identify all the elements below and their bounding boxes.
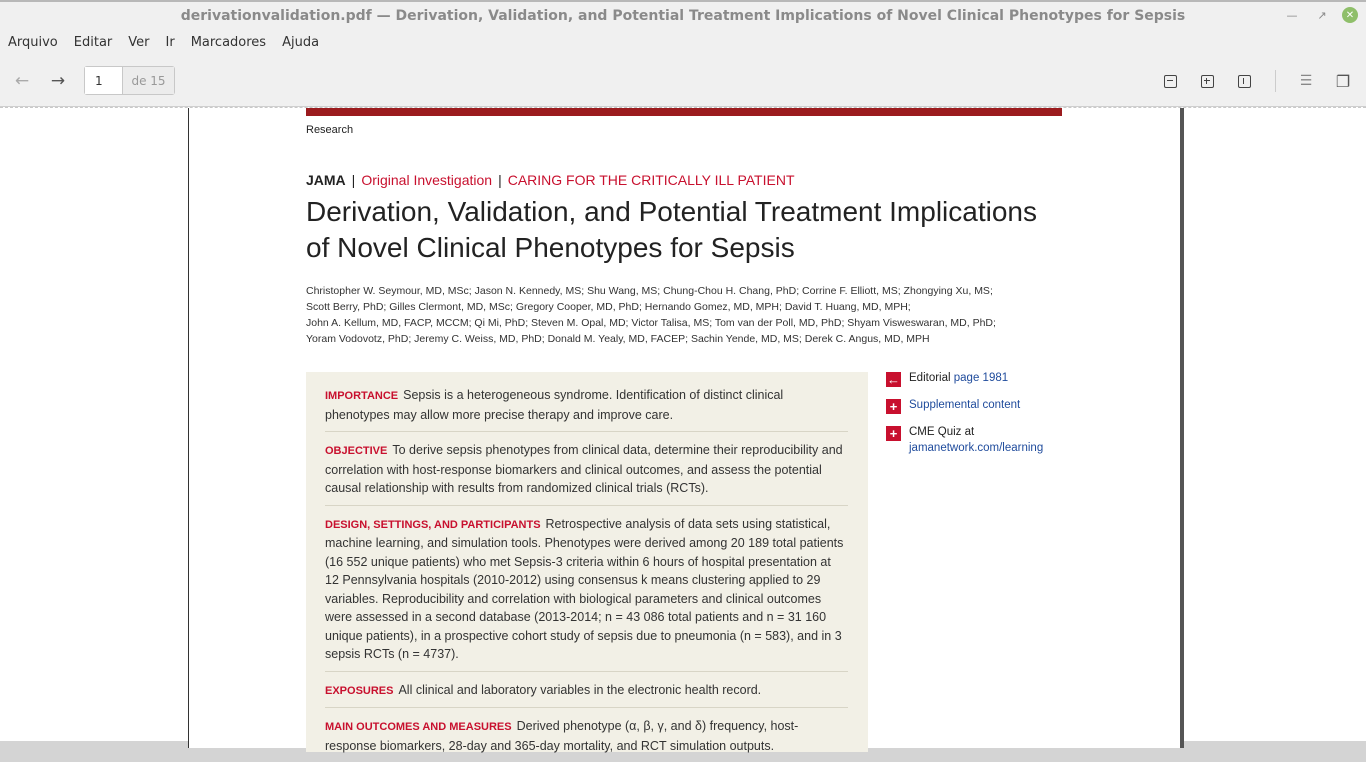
article-title-line: of Novel Clinical Phenotypes for Sepsis xyxy=(306,232,795,263)
pdf-page xyxy=(188,108,1184,753)
article-title-line: Derivation, Validation, and Potential Treatment Implications xyxy=(306,196,1037,227)
cme-quiz-link-item xyxy=(886,424,1066,456)
abstract-section xyxy=(325,681,848,709)
author-line: Yoram Vodovotz, PhD; Jeremy C. Weiss, MD, PhD; Donald M. Yealy, MD, FACEP; Sachin Yende, MD, MS; Derek C. Angus, MD, MPH xyxy=(306,333,930,345)
plus-icon: + xyxy=(886,399,901,414)
article-type: Original Investigation xyxy=(361,172,493,188)
window-controls xyxy=(1282,6,1358,24)
abstract-section xyxy=(325,717,848,762)
cme-quiz-label: CME Quiz at xyxy=(909,426,975,438)
header-bar xyxy=(306,108,1062,116)
page-number-input[interactable] xyxy=(85,67,123,94)
abstract-heading: OBJECTIVE xyxy=(325,445,388,457)
zoom-in-button[interactable] xyxy=(1195,69,1219,93)
abstract-text: All clinical and laboratory variables in the electronic health record. xyxy=(398,682,762,697)
zoom-reset-button[interactable] xyxy=(1232,69,1256,93)
supplemental-link[interactable]: Supplemental content xyxy=(909,399,1021,411)
menu-ver[interactable]: Ver xyxy=(128,34,150,50)
author-list xyxy=(306,283,1046,347)
supplemental-link-item xyxy=(886,397,1066,414)
editorial-link-item xyxy=(886,370,1066,387)
abstract-section xyxy=(325,386,848,432)
author-line: Christopher W. Seymour, MD, MSc; Jason N. Kennedy, MS; Shu Wang, MS; Chung-Chou H. Chang, PhD; Corrine F. Elliott, MS; Zhongying Xu, MS; xyxy=(306,285,993,297)
menu-editar[interactable]: Editar xyxy=(73,34,113,50)
editorial-label: Editorial xyxy=(909,372,951,384)
minimize-icon[interactable]: — xyxy=(1286,8,1298,22)
menu-arquivo[interactable]: Arquivo xyxy=(8,34,58,50)
editorial-link[interactable]: page 1981 xyxy=(953,372,1009,384)
kicker-separator: | xyxy=(351,172,356,188)
arrow-left-icon: ← xyxy=(887,372,900,387)
menu-ajuda[interactable]: Ajuda xyxy=(282,34,320,50)
abstract-text: Derived phenotype (α, β, γ, and δ) frequency, host-response biomarkers, 28-day and 365-day mortality, and RCT simulation outputs. xyxy=(325,719,799,753)
close-icon[interactable]: ✕ xyxy=(1342,7,1358,23)
forward-arrow-icon[interactable]: → xyxy=(50,71,66,91)
maximize-icon[interactable]: ↗ xyxy=(1317,8,1327,22)
document-view[interactable] xyxy=(0,107,1366,753)
abstract-heading: DESIGN, SETTINGS, AND PARTICIPANTS xyxy=(325,518,541,531)
article-title xyxy=(306,194,1066,266)
window-title: derivationvalidation.pdf — Derivation, Validation, and Potential Treatment Implications of Novel Clinical Phenotypes for Sepsis xyxy=(180,8,1186,24)
menu-bar xyxy=(0,30,1366,54)
back-arrow-icon[interactable]: ← xyxy=(14,71,30,91)
menu-marcadores[interactable]: Marcadores xyxy=(190,34,267,50)
author-line: Scott Berry, PhD; Gilles Clermont, MD, MSc; Gregory Cooper, MD, PhD; Hernando Gomez, MD, MPH; David T. Huang, MD, MPH; xyxy=(306,301,911,313)
abstract-text: Retrospective analysis of data sets using statistical, machine learning, and simulation tools. Phenotypes were derived among 20 189 total patients (16 552 unique patients) who met Sepsis-3 criteria within 6 hours of hospital presentation at 12 Pennsylvania hospitals (2010-2012) using consensus k means clustering applied to 29 variables. Reproducibility and correlation with biological parameters and clinical outcomes were assessed in a second database (2013-2014; n = 43 086 total patients and n = 31 160 unique patients), in a prospective cohort study of sepsis due to pneumonia (n = 583), and in 3 sepsis RCTs (n = 4737). xyxy=(325,516,844,661)
menu-ir[interactable]: Ir xyxy=(165,34,175,50)
actual-size-icon xyxy=(1238,75,1251,88)
author-line: John A. Kellum, MD, FACP, MCCM; Qi Mi, PhD; Steven M. Opal, MD; Victor Talisa, MS; Tom van der Poll, MD, PhD; Shyam Visweswaran, MD, PhD; xyxy=(306,317,996,329)
abstract-heading: MAIN OUTCOMES AND MEASURES xyxy=(325,721,512,733)
toolbar xyxy=(0,54,1366,107)
plus-icon: + xyxy=(886,426,901,441)
journal-name: JAMA xyxy=(306,172,346,188)
title-bar xyxy=(0,0,1366,30)
toolbar-divider xyxy=(1275,70,1276,92)
related-links xyxy=(886,370,1066,466)
abstract-text: Sepsis is a heterogeneous syndrome. Identification of distinct clinical phenotypes may allow more precise therapy and improve care. xyxy=(325,388,784,422)
section-label: Research xyxy=(306,124,354,136)
article-series: CARING FOR THE CRITICALLY ILL PATIENT xyxy=(507,172,795,188)
article-kicker xyxy=(306,172,795,188)
continuous-view-icon[interactable]: ☰ xyxy=(1299,73,1313,89)
zoom-out-button[interactable] xyxy=(1158,69,1182,93)
abstract-text: To derive sepsis phenotypes from clinical data, determine their reproducibility and correlation with host-response biomarkers and clinical outcomes, and assess the potential causal relationship with results from randomized clinical trials (RCTs). xyxy=(325,443,843,495)
sidebar-toggle-icon[interactable]: ❐ xyxy=(1335,71,1351,91)
cme-quiz-link[interactable]: jamanetwork.com/learning xyxy=(909,442,1044,454)
zoom-out-icon xyxy=(1164,75,1177,88)
kicker-separator: | xyxy=(498,172,502,188)
zoom-in-icon xyxy=(1201,75,1214,88)
abstract-box xyxy=(306,372,868,752)
abstract-heading: IMPORTANCE xyxy=(325,390,399,402)
abstract-heading: EXPOSURES xyxy=(325,684,394,697)
page-total: de 15 xyxy=(123,67,174,94)
abstract-section xyxy=(325,441,848,506)
page-selector xyxy=(84,66,175,95)
abstract-section xyxy=(325,515,848,672)
